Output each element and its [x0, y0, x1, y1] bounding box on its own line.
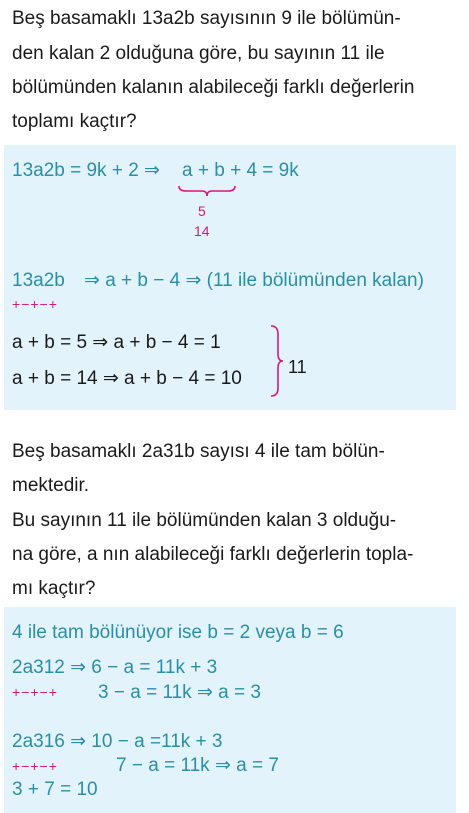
right-brace: [268, 324, 286, 398]
problem-2-line-3: Bu sayının 11 ile bölümünden kalan 3 olduğu-: [12, 510, 397, 531]
value-5: 5: [198, 203, 206, 219]
row-2-signs: +−+−+: [12, 758, 58, 774]
row-1-left: 2a312 ⇒ 6 − a = 11k + 3: [12, 657, 218, 678]
problem-2-line-2: mektedir.: [12, 475, 90, 496]
eq2-left: 13a2b: [12, 270, 65, 291]
row-1-signs: +−+−+: [12, 684, 58, 700]
case-2: a + b = 14 ⇒ a + b − 4 = 10: [12, 368, 242, 389]
brace-value: 11: [288, 357, 307, 377]
case-1: a + b = 5 ⇒ a + b − 4 = 1: [12, 332, 221, 353]
problem-1-line-4: toplamı kaçtır?: [12, 111, 137, 132]
divisibility-line: 4 ile tam bölünüyor ise b = 2 veya b = 6: [12, 622, 344, 643]
problem-1-line-1: Beş basamaklı 13a2b sayısının 9 ile bölümün-: [12, 8, 401, 29]
problem-1-line-3: bölümünden kalanın alabileceği farklı değerlerin: [12, 77, 415, 98]
row-2-left: 2a316 ⇒ 10 − a =11k + 3: [12, 731, 223, 752]
problem-1-line-2: den kalan 2 olduğuna göre, bu sayının 11 ile: [12, 43, 385, 64]
problem-2-line-5: mı kaçtır?: [12, 578, 96, 599]
underbrace: [178, 184, 236, 198]
sum-line: 3 + 7 = 10: [12, 779, 98, 800]
value-14: 14: [194, 223, 210, 239]
eq1-left: 13a2b = 9k + 2 ⇒: [12, 160, 160, 181]
row-2-right: 7 − a = 11k ⇒ a = 7: [116, 755, 279, 776]
problem-2-line-1: Beş basamaklı 2a31b sayısı 4 ile tam bölün-: [12, 441, 385, 462]
problem-2-line-4: na göre, a nın alabileceği farklı değerlerin topla-: [12, 544, 414, 565]
eq1-right: a + b + 4 = 9k: [182, 160, 299, 181]
alternating-signs: +−+−+: [12, 296, 58, 312]
row-1-right: 3 − a = 11k ⇒ a = 3: [98, 682, 261, 703]
eq2-right: ⇒ a + b − 4 ⇒ (11 ile bölümünden kalan): [84, 270, 424, 291]
